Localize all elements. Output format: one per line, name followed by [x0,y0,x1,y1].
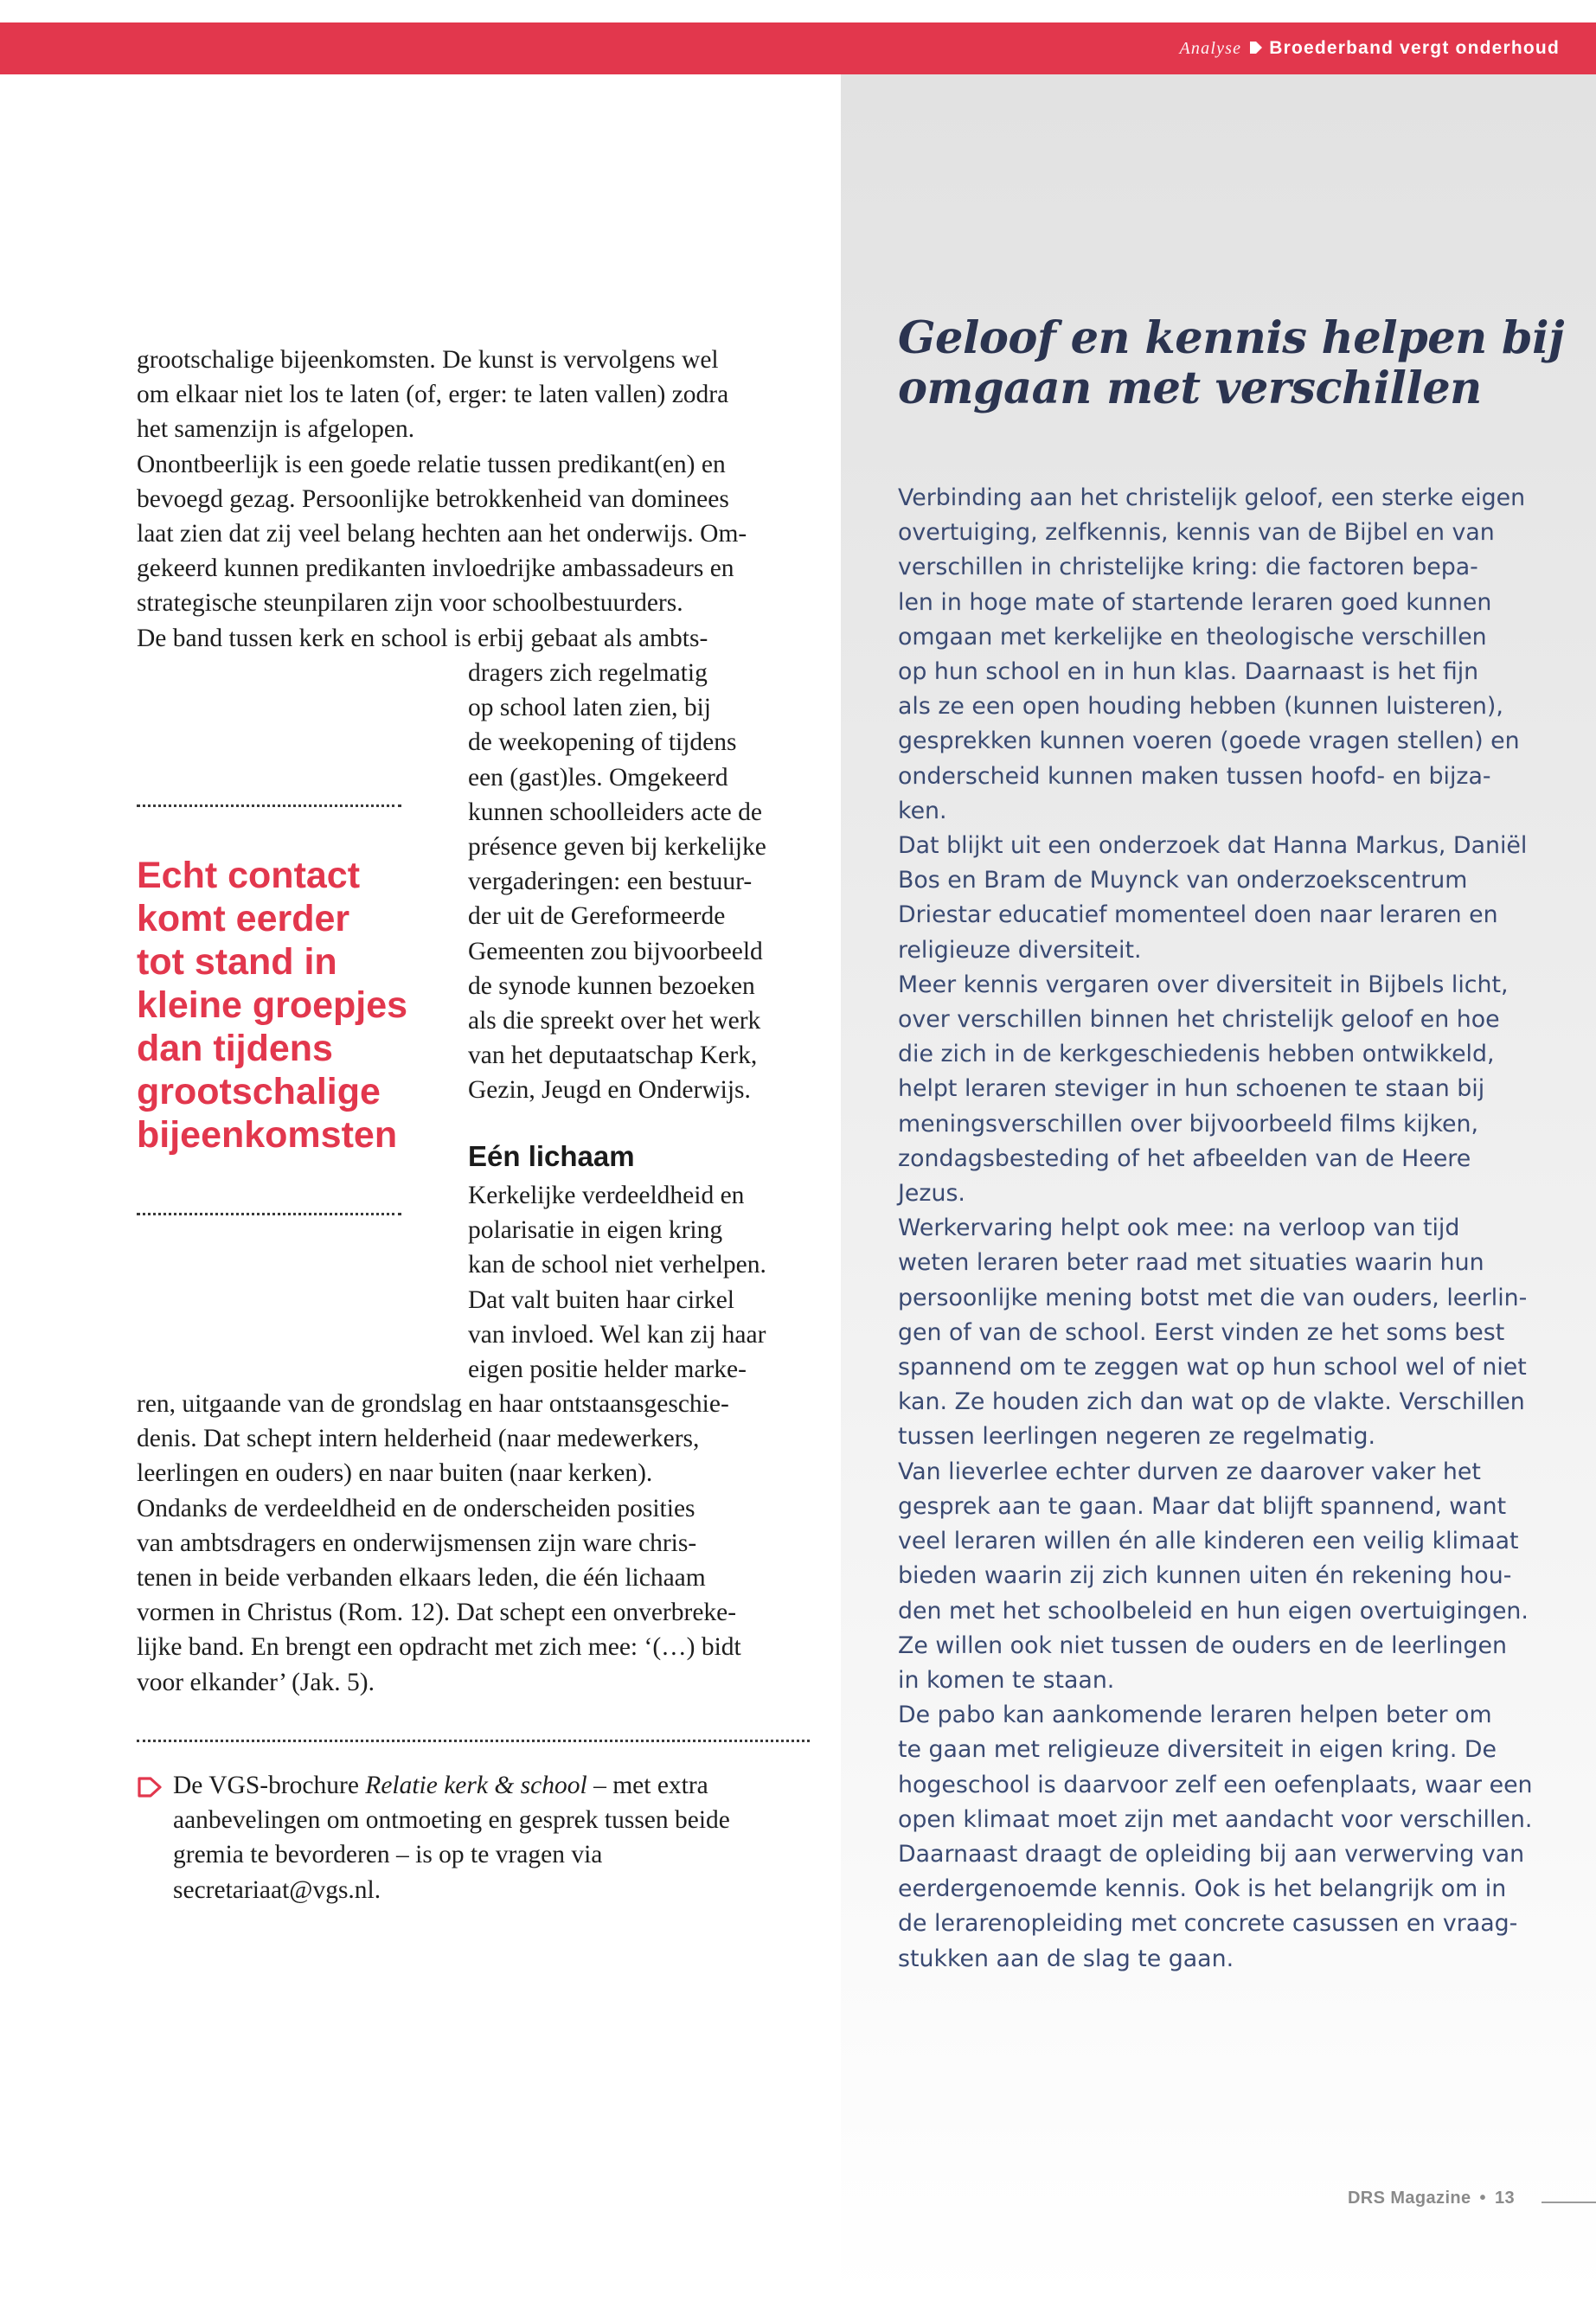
sidebar-line: Meer kennis vergaren over diversiteit in Bijbels licht, [898,971,1509,998]
sidebar-line: helpt leraren steviger in hun schoenen te staan bij [898,1075,1485,1103]
sidebar-line: gesprekken kunnen voeren (goede vragen stellen) en [898,727,1520,755]
sidebar-line: tussen leerlingen negeren ze regelmatig. [898,1423,1376,1451]
pullquote-line: kleine groepjes [137,984,408,1026]
sidebar-line: ken. [898,797,947,824]
sidebar-title [898,312,1565,414]
text-line: vergaderingen: een bestuur- [468,868,753,896]
pullquote-line: komt eerder [137,898,350,939]
sidebar-line: zondagsbesteding of het afbeelden van de Heere [898,1144,1471,1172]
sidebar-title-line: omgaan met verschillen [898,362,1482,414]
text-line: Gezin, Jeugd en Onderwijs. [468,1076,751,1105]
sidebar-line: persoonlijke mening botst met die van ouders, leerlin- [898,1284,1528,1311]
sidebar-line: onderscheid kunnen maken tussen hoofd- en bijza- [898,762,1491,790]
article-title: Broederband vergt onderhoud [1269,38,1560,58]
text-line: gekeerd kunnen predikanten invloedrijke ambassadeurs en [137,554,734,583]
sidebar-line: Bos en Bram de Muynck van onderzoekscentrum [898,867,1468,894]
pullquote-rule-top [137,804,401,807]
sidebar-line: die zich in de kerkgeschiedenis hebben ontwikkeld, [898,1041,1495,1068]
sidebar-line: religieuze diversiteit. [898,936,1142,964]
sidebar-line: Werkervaring helpt ook mee: na verloop van tijd [898,1215,1460,1242]
text-line: een (gast)les. Omgekeerd [468,763,728,792]
sidebar-body [898,481,1533,1977]
sidebar-line: len in hoge mate of startende leraren goed kunnen [898,588,1492,616]
text-line: leerlingen en ouders) en naar buiten (naar kerken). [137,1459,653,1488]
page-footer [1348,2189,1515,2208]
pullquote-line: grootschalige [137,1071,381,1112]
sidebar-line: omgaan met kerkelijke en theologische verschillen [898,623,1487,651]
sidebar-line: weten leraren beter raad met situaties waarin hun [898,1249,1484,1277]
text-line: voor elkander’ (Jak. 5). [137,1668,375,1696]
text-line: vormen in Christus (Rom. 12). Dat schept een onverbreke- [137,1599,737,1627]
note-line: aanbevelingen om ontmoeting en gesprek tussen beide [173,1806,730,1835]
pullquote-rule-bottom [137,1213,401,1215]
text-line: grootschalige bijeenkomsten. De kunst is vervolgens wel [137,346,719,374]
arrow-outline-icon [137,1776,163,1798]
closing-text [137,1387,741,1700]
text-line: De band tussen kerk en school is erbij gebaat als ambts- [137,624,708,652]
intro-text [137,343,747,656]
narrow-text [468,656,766,1108]
text-line: kunnen schoolleiders acte de [468,798,762,826]
sidebar-line: kan. Ze houden zich dan wat op de vlakte. Verschillen [898,1388,1525,1416]
text-line: van het deputaatschap Kerk, [468,1042,758,1070]
sidebar-line: meningsverschillen over bijvoorbeeld films kijken, [898,1110,1478,1138]
text-line: om elkaar niet los te laten (of, erger: te laten vallen) zodra [137,381,729,409]
pullquote-line: dan tijdens [137,1028,333,1069]
text-line: strategische steunpilaren zijn voor schoolbestuurders. [137,589,683,618]
sidebar-line: bieden waarin zij zich kunnen uiten én rekening hou- [898,1562,1512,1590]
note-prefix: De VGS-brochure [173,1772,366,1799]
text-line: bevoegd gezag. Persoonlijke betrokkenheid van dominees [137,484,729,513]
sidebar-line: gen of van de school. Eerst vinden ze het soms best [898,1318,1505,1346]
footer-rule [1542,2202,1596,2203]
text-line: Kerkelijke verdeeldheid en [468,1182,745,1209]
text-line: als die spreekt over het werk [468,1007,761,1035]
note-line [173,1768,730,1803]
note-suffix: – met extra [586,1772,708,1799]
sidebar-line: eerdergenoemde kennis. Ook is het belangrijk om in [898,1875,1507,1903]
text-line: kan de school niet verhelpen. [468,1251,766,1279]
brochure-title: Relatie kerk & school [365,1772,587,1799]
note-line: gremia te bevorderen – is op te vragen via [173,1841,603,1869]
sidebar-line: overtuiging, zelfkennis, kennis van de Bijbel en van [898,519,1495,547]
arrow-icon [1248,40,1264,55]
text-line: het samenzijn is afgelopen. [137,415,415,444]
magazine-name: DRS Magazine [1347,2189,1471,2208]
sidebar-line: Daarnaast draagt de opleiding bij aan verwerving van [898,1840,1525,1868]
text-line: lijke band. En brengt een opdracht met zich mee: ‘(…) bidt [137,1633,741,1662]
text-line: tenen in beide verbanden elkaars leden, die één lichaam [137,1564,706,1593]
sidebar-line: gesprek aan te gaan. Maar dat blijft spannend, want [898,1492,1507,1520]
sidebar-line: verschillen in christelijke kring: die factoren bepa- [898,554,1478,581]
sidebar-line: Dat blijkt uit een onderzoek dat Hanna Markus, Daniël [898,832,1528,860]
text-line: de synode kunnen bezoeken [468,971,755,1000]
text-line: van invloed. Wel kan zij haar [468,1320,766,1349]
text-line: Gemeenten zou bijvoorbeeld [468,937,763,965]
text-line: op school laten zien, bij [468,694,711,722]
sidebar-title-line: Geloof en kennis helpen bij [898,312,1565,364]
sidebar-line: als ze een open houding hebben (kunnen luisteren), [898,693,1503,721]
text-line: de weekopening of tijdens [468,728,737,757]
text-line: dragers zich regelmatig [468,659,708,687]
sidebar-line: op hun school en in hun klas. Daarnaast is het fijn [898,658,1479,686]
pullquote-line: Echt contact [137,855,361,896]
text-line: polarisatie in eigen kring [468,1216,723,1245]
sidebar-line: over verschillen binnen het christelijk geloof en hoe [898,1006,1500,1034]
pullquote [137,854,431,1157]
footer-separator: • [1479,2189,1486,2208]
sidebar-line: Ze willen ook niet tussen de ouders en de leerlingen [898,1631,1507,1659]
text-line: van ambtsdragers en onderwijsmensen zijn ware chris- [137,1529,697,1557]
sidebar-line: De pabo kan aankomende leraren helpen beter om [898,1702,1492,1729]
header-bar [0,22,1596,74]
subheading: Eén lichaam [468,1140,635,1172]
sidebar-line: Van lieverlee echter durven ze daarover vaker het [898,1458,1481,1485]
narrow-text-2 [468,1178,766,1387]
sidebar-line: Driestar educatief momenteel doen naar leraren en [898,901,1498,929]
sidebar-line: in komen te staan. [898,1666,1115,1694]
text-line: eigen positie helder marke- [468,1356,747,1384]
text-line: denis. Dat schept intern helderheid (naar medewerkers, [137,1425,700,1453]
running-header [1180,22,1560,74]
sidebar-line: Jezus. [898,1180,965,1208]
sidebar-line: den met het schoolbeleid en hun eigen overtuigingen. [898,1597,1529,1625]
pullquote-line: tot stand in [137,941,337,983]
sidebar-line: open klimaat moet zijn met aandacht voor verschillen. [898,1805,1533,1833]
text-line: Onontbeerlijk is een goede relatie tussen predikant(en) en [137,450,726,478]
text-line: présence geven bij kerkelijke [468,833,766,862]
sidebar-line: veel leraren willen én alle kinderen een veilig klimaat [898,1528,1519,1555]
text-line: Dat valt buiten haar cirkel [468,1285,734,1314]
note-email: secretariaat@vgs.nl. [173,1875,381,1904]
sidebar-line: hogeschool is daarvoor zelf een oefenplaats, waar een [898,1771,1533,1798]
section-label: Analyse [1179,39,1242,58]
sidebar-line: te gaan met religieuze diversiteit in eigen kring. De [898,1736,1497,1764]
text-line: der uit de Gereformeerde [468,902,726,931]
sidebar-line: de lerarenopleiding met concrete casussen en vraag- [898,1910,1518,1938]
sidebar-line: stukken aan de slag te gaan. [898,1945,1234,1972]
text-line: Ondanks de verdeeldheid en de onderscheiden posities [137,1494,695,1522]
text-line: ren, uitgaande van de grondslag en haar ontstaansgeschie- [137,1390,729,1418]
sidebar-line: spannend om te zeggen wat op hun school wel of niet [898,1354,1527,1381]
note-divider [137,1740,810,1742]
page-number: 13 [1494,2189,1515,2208]
pullquote-line: bijeenkomsten [137,1114,398,1156]
sidebar-line: Verbinding aan het christelijk geloof, een sterke eigen [898,484,1526,511]
text-line: laat zien dat zij veel belang hechten aan het onderwijs. Om- [137,520,747,548]
